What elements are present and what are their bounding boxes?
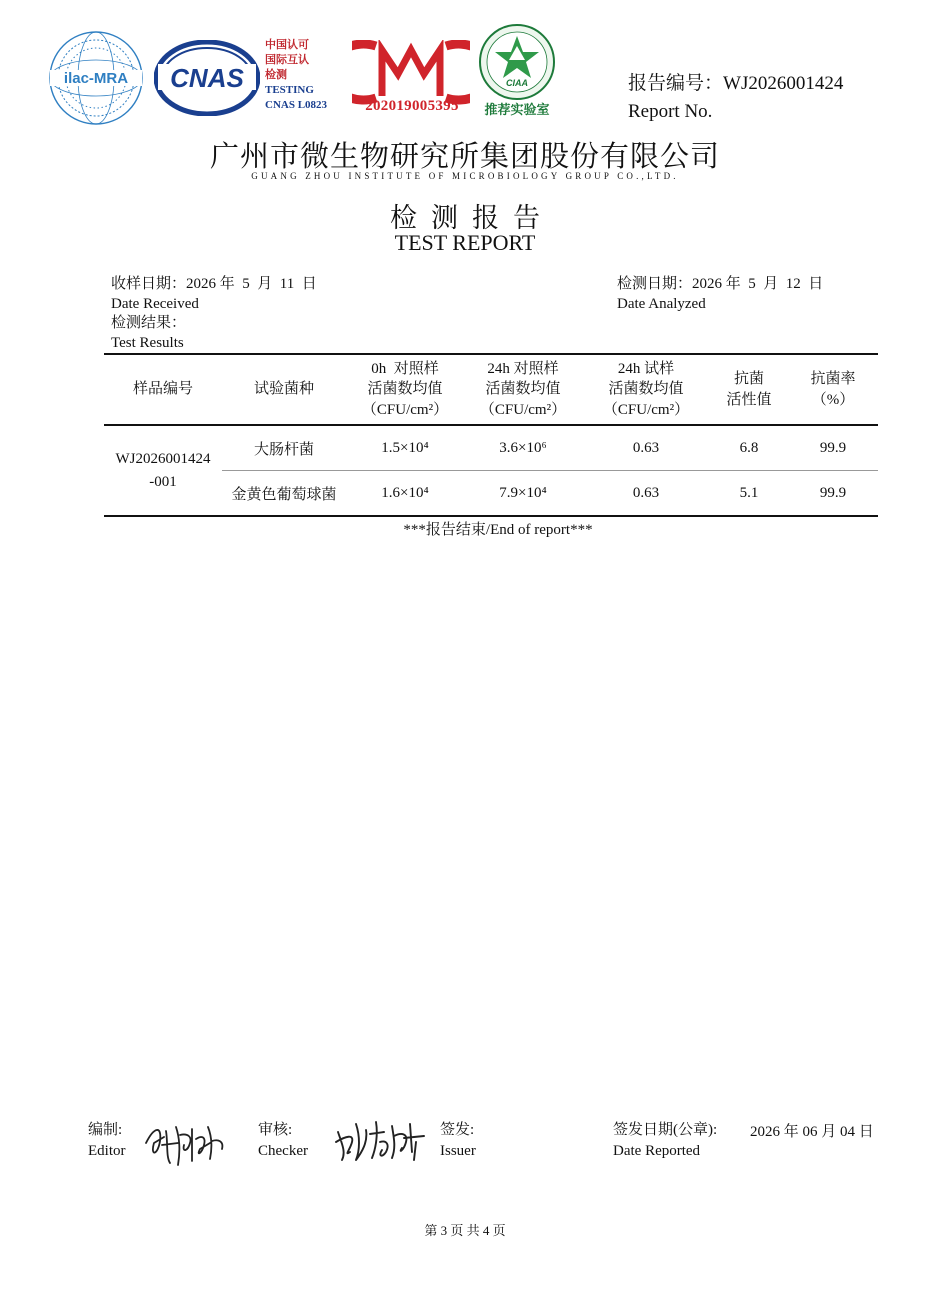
header-line: 活性值: [726, 391, 772, 408]
header-line: 活菌数均值: [367, 381, 443, 398]
header-strain: 试验菌种: [222, 354, 346, 425]
header-line: 活菌数均值: [485, 381, 561, 398]
strain-cell: 金黄色葡萄球菌: [222, 471, 346, 517]
header-line: 抗菌率: [810, 371, 856, 387]
editor-label: [88, 1120, 126, 1162]
date-reported-cn: 签发日期(公章):: [613, 1122, 718, 1138]
cma-number: 202019005395: [365, 98, 459, 114]
report-number-block: [628, 70, 843, 126]
checker-cn: 审核:: [258, 1122, 293, 1138]
header-line: 24h 对照样: [487, 360, 559, 377]
cnas-accreditation-text: [265, 38, 327, 113]
meta-right: [617, 275, 823, 314]
ciaa-label: 推荐实验室: [484, 102, 550, 117]
activity-cell: 6.8: [739, 439, 759, 456]
cnas-line: TESTING: [265, 84, 314, 96]
date-received-en: Date Received: [111, 295, 199, 312]
issuer-label: [440, 1120, 476, 1162]
h0-cell: 1.5×10⁴: [381, 439, 429, 456]
editor-signature: [140, 1113, 230, 1169]
report-number-label: 报告编号：: [628, 73, 724, 94]
report-number-label-en: Report No.: [628, 101, 713, 122]
h0-cell: 1.6×10⁴: [346, 471, 464, 517]
report-title-en: TEST REPORT: [394, 230, 536, 255]
issuer-en: Issuer: [440, 1143, 476, 1159]
date-reported-en: Date Reported: [613, 1143, 701, 1159]
header-line: 24h 试样: [617, 360, 675, 377]
header-24h-control: [464, 354, 582, 425]
h24-control-cell: 7.9×10⁴: [464, 471, 582, 517]
editor-cn: 编制:: [88, 1122, 123, 1138]
header-0h-control: [346, 354, 464, 425]
checker-en: Checker: [258, 1143, 308, 1159]
test-results-cn: 检测结果：: [111, 315, 187, 331]
header-line: （%）: [811, 391, 855, 408]
sample-id-line: -001: [149, 473, 177, 490]
cnas-logo: [154, 40, 260, 116]
table-header-row: [104, 354, 878, 425]
header-line: （CFU/cm²）: [361, 401, 449, 418]
date-analyzed-en: Date Analyzed: [617, 295, 706, 312]
sample-id-cell: [104, 425, 222, 516]
cma-logo-text: CMA: [409, 80, 413, 81]
header-activity: [710, 354, 788, 425]
cnas-line: 中国认可: [265, 39, 309, 51]
table-row: [104, 425, 878, 471]
report-title-cn: 检测报告: [390, 203, 554, 233]
results-table: [104, 353, 878, 517]
test-results-en: Test Results: [111, 334, 184, 351]
checker-label: [258, 1120, 308, 1162]
end-of-report: ***报告结束/End of report***: [403, 522, 593, 538]
date-reported-label: [613, 1120, 717, 1162]
checker-signature: [332, 1112, 428, 1164]
report-number-value: WJ2026001424: [723, 73, 844, 94]
activity-cell: 5.1: [710, 471, 788, 517]
company-name-cn: 广州市微生物研究所集团股份有限公司: [209, 141, 720, 173]
strain-cell: 大肠杆菌: [253, 441, 314, 458]
header-line: （CFU/cm²）: [602, 401, 690, 418]
header-rate: [788, 354, 878, 425]
header-24h-test: [582, 354, 710, 425]
date-analyzed-cn: 检测日期：2026 年 5 月 12 日: [617, 276, 824, 292]
meta-left: [111, 275, 317, 353]
page-number: 第 3 页 共 4 页: [424, 1223, 506, 1238]
header-line: （CFU/cm²）: [479, 401, 567, 418]
rate-cell: 99.9: [788, 471, 878, 517]
editor-en: Editor: [88, 1143, 126, 1159]
date-reported-value: 2026 年 06 月 04 日: [750, 1124, 874, 1140]
ciaa-logo: [477, 22, 557, 102]
header-line: 0h 对照样: [371, 360, 439, 377]
issuer-cn: 签发:: [440, 1122, 475, 1138]
date-received-cn: 收样日期：2026 年 5 月 11 日: [111, 276, 317, 292]
ilac-logo-text: ilac-MRA: [63, 70, 129, 87]
cnas-line: 检测: [265, 69, 287, 81]
sample-id-line: WJ2026001424: [115, 450, 211, 467]
ilac-mra-logo: [48, 30, 144, 126]
cnas-logo-text: CNAS: [170, 63, 244, 93]
h24-test-cell: 0.63: [582, 471, 710, 517]
h24-control-cell: 3.6×10⁶: [499, 439, 547, 456]
company-name-en: GUANG ZHOU INSTITUTE OF MICROBIOLOGY GROUP CO.,LTD.: [251, 171, 679, 181]
rate-cell: 99.9: [819, 439, 847, 456]
cnas-line: CNAS L0823: [265, 99, 328, 111]
cnas-line: 国际互认: [265, 54, 309, 66]
header-line: 抗菌: [733, 371, 764, 387]
header-line: 活菌数均值: [608, 381, 684, 398]
h24-test-cell: 0.63: [632, 439, 660, 456]
ciaa-logo-text: CIAA: [506, 78, 528, 88]
header-sample: 样品编号: [104, 354, 222, 425]
